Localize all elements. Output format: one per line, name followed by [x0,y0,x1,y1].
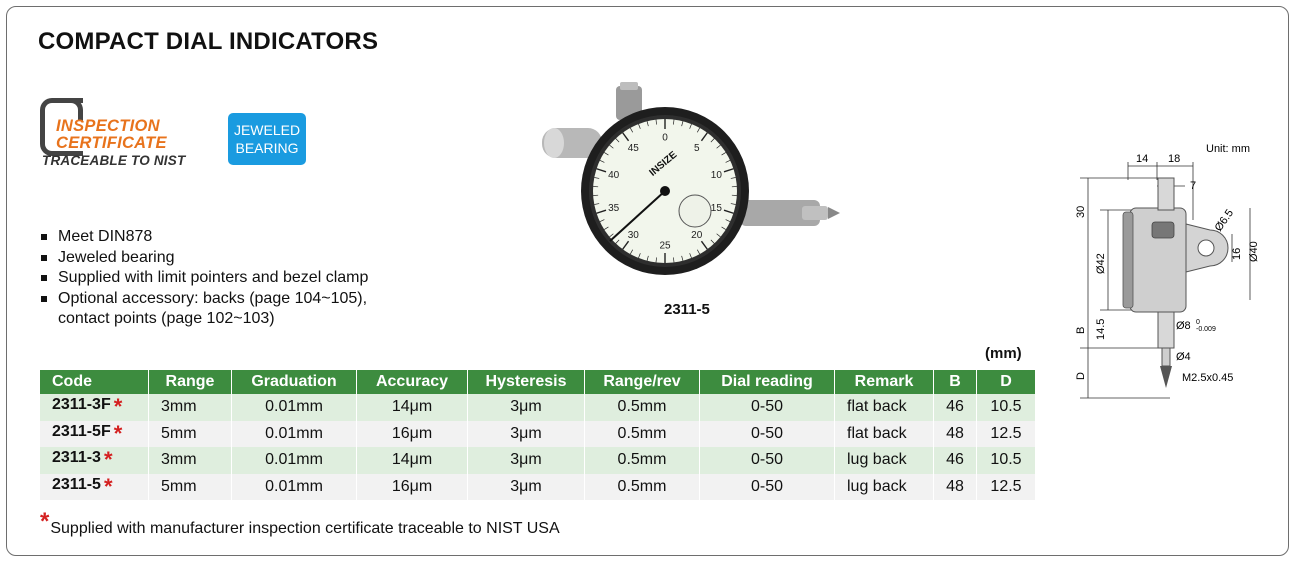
cell-dial-reading: 0-50 [700,394,835,421]
dim-14: 14 [1136,153,1149,165]
cell-graduation: 0.01mm [232,447,357,474]
photo-lug-end [544,128,564,158]
cell-hysteresis: 3μm [468,474,585,501]
page-title: COMPACT DIAL INDICATORS [38,28,379,55]
cell-graduation: 0.01mm [232,421,357,448]
cell-hysteresis: 3μm [468,421,585,448]
cell-code [40,447,149,474]
drawing-lug-hole [1198,240,1214,256]
dim-30: 30 [1075,205,1087,218]
code-text: 2311-5F [52,422,111,440]
cell-accuracy: 14μm [357,394,468,421]
dim-14-5: 14.5 [1095,318,1107,340]
table-unit: (mm) [985,345,1022,362]
dim-8-tol-lower: -0.009 [1196,326,1216,333]
table-row [40,474,1035,501]
table-row [40,421,1035,448]
photo-contact-point [828,207,840,219]
dial-number: 10 [710,169,722,181]
footnote-text: Supplied with manufacturer inspection certificate traceable to NIST USA [50,520,560,537]
specs-table [40,370,1035,500]
dim-6-5: Ø6.5 [1212,207,1237,234]
dimension-drawing [1060,140,1270,405]
feature-item [40,227,368,248]
cell-code [40,394,149,421]
cell-accuracy: 16μm [357,474,468,501]
photo-needle-hub [660,186,670,196]
drawing-unit-label: Unit: mm [1206,143,1250,155]
col-header: Accuracy [357,370,468,394]
col-header: Graduation [232,370,357,394]
cell-range: 3mm [149,447,232,474]
table-row [40,447,1035,474]
feature-text: Meet DIN878 [58,228,153,245]
feature-text-continued: contact points (page 102~103) [58,310,275,328]
cell-remark: lug back [835,447,934,474]
dial-number: 40 [608,169,620,181]
cell-hysteresis: 3μm [468,447,585,474]
col-header: Range/rev [585,370,700,394]
jeweled-badge-line-2: BEARING [235,140,299,156]
feature-item [40,289,368,330]
dial-number: 5 [693,142,700,154]
feature-item [40,248,368,269]
cell-range: 5mm [149,421,232,448]
photo-spindle-tip [802,206,828,220]
star-mark: * [103,473,113,499]
feature-item [40,268,368,289]
jeweled-bearing-badge [228,113,306,165]
dial-indicator-photo [540,76,850,291]
code-text: 2311-3 [52,449,101,467]
cell-graduation: 0.01mm [232,474,357,501]
dim-7: 7 [1190,180,1197,192]
dial-number: 20 [691,230,703,242]
cell-range: 5mm [149,474,232,501]
drawing-stem [1158,178,1174,210]
star-mark: * [113,420,123,446]
col-header: Code [40,370,149,394]
table-header-row [40,370,1035,394]
col-header: Dial reading [700,370,835,394]
photo-counter-dial [679,195,711,227]
cell-range-rev: 0.5mm [585,474,700,501]
cell-dial-reading: 0-50 [700,447,835,474]
footnote-star: * [40,508,50,535]
dim-d: D [1075,372,1087,380]
drawing-spindle [1158,312,1174,348]
logo-line-2: CERTIFICATE [56,134,167,152]
cell-accuracy: 14μm [357,447,468,474]
dial-number: 45 [627,142,639,154]
code-text: 2311-5 [52,475,101,493]
col-header: Range [149,370,232,394]
star-mark: * [103,447,113,473]
drawing-bezel [1123,212,1133,308]
cell-d: 10.5 [977,447,1036,474]
drawing-clamp [1152,222,1174,238]
logo-line-1: INSPECTION [56,117,160,135]
feature-text: Optional accessory: backs (page 104~105), [58,289,368,307]
dial-number: 25 [659,240,671,252]
cell-dial-reading: 0-50 [700,421,835,448]
col-header: D [977,370,1036,394]
cell-graduation: 0.01mm [232,394,357,421]
star-mark: * [113,394,123,420]
cell-remark: flat back [835,394,934,421]
cell-d: 12.5 [977,474,1036,501]
drawing-contact-point [1160,366,1172,388]
dim-18: 18 [1168,153,1181,165]
jeweled-badge-line-1: JEWELED [233,122,301,138]
col-header: Remark [835,370,934,394]
dim-8: Ø8 [1176,320,1191,332]
feature-text: Supplied with limit pointers and bezel clamp [58,269,369,287]
dial-number: 30 [627,230,639,242]
cell-code [40,474,149,501]
dim-thread: M2.5x0.45 [1182,372,1234,384]
cell-hysteresis: 3μm [468,394,585,421]
dim-16: 16 [1231,247,1243,260]
dim-42: Ø42 [1095,253,1107,274]
dim-4: Ø4 [1176,351,1191,363]
cell-b: 46 [934,394,977,421]
cell-range: 3mm [149,394,232,421]
cell-b: 48 [934,421,977,448]
feature-list [40,227,368,330]
cell-remark: flat back [835,421,934,448]
logo-line-3: TRACEABLE TO NIST [42,153,186,168]
photo-crown-cap [620,82,638,90]
dial-number: 15 [710,203,722,215]
cell-accuracy: 16μm [357,421,468,448]
cell-b: 48 [934,474,977,501]
cell-b: 46 [934,447,977,474]
feature-text: Jeweled bearing [58,248,175,266]
cell-range-rev: 0.5mm [585,394,700,421]
cell-remark: lug back [835,474,934,501]
dim-40: Ø40 [1248,241,1260,262]
col-header: B [934,370,977,394]
footnote [40,508,560,540]
dim-b: B [1075,326,1087,334]
cell-range-rev: 0.5mm [585,421,700,448]
cell-d: 12.5 [977,421,1036,448]
dim-8-tol-upper: 0 [1196,319,1200,326]
cell-d: 10.5 [977,394,1036,421]
dial-number: 35 [608,203,620,215]
inspection-certificate-logo [38,98,208,170]
cell-range-rev: 0.5mm [585,447,700,474]
cell-dial-reading: 0-50 [700,474,835,501]
code-text: 2311-3F [52,396,111,414]
col-header: Hysteresis [468,370,585,394]
photo-brand: INSIZE [647,149,680,179]
dial-number: 0 [662,132,668,144]
photo-caption: 2311-5 [664,301,710,318]
table-row [40,394,1035,421]
cell-code [40,421,149,448]
